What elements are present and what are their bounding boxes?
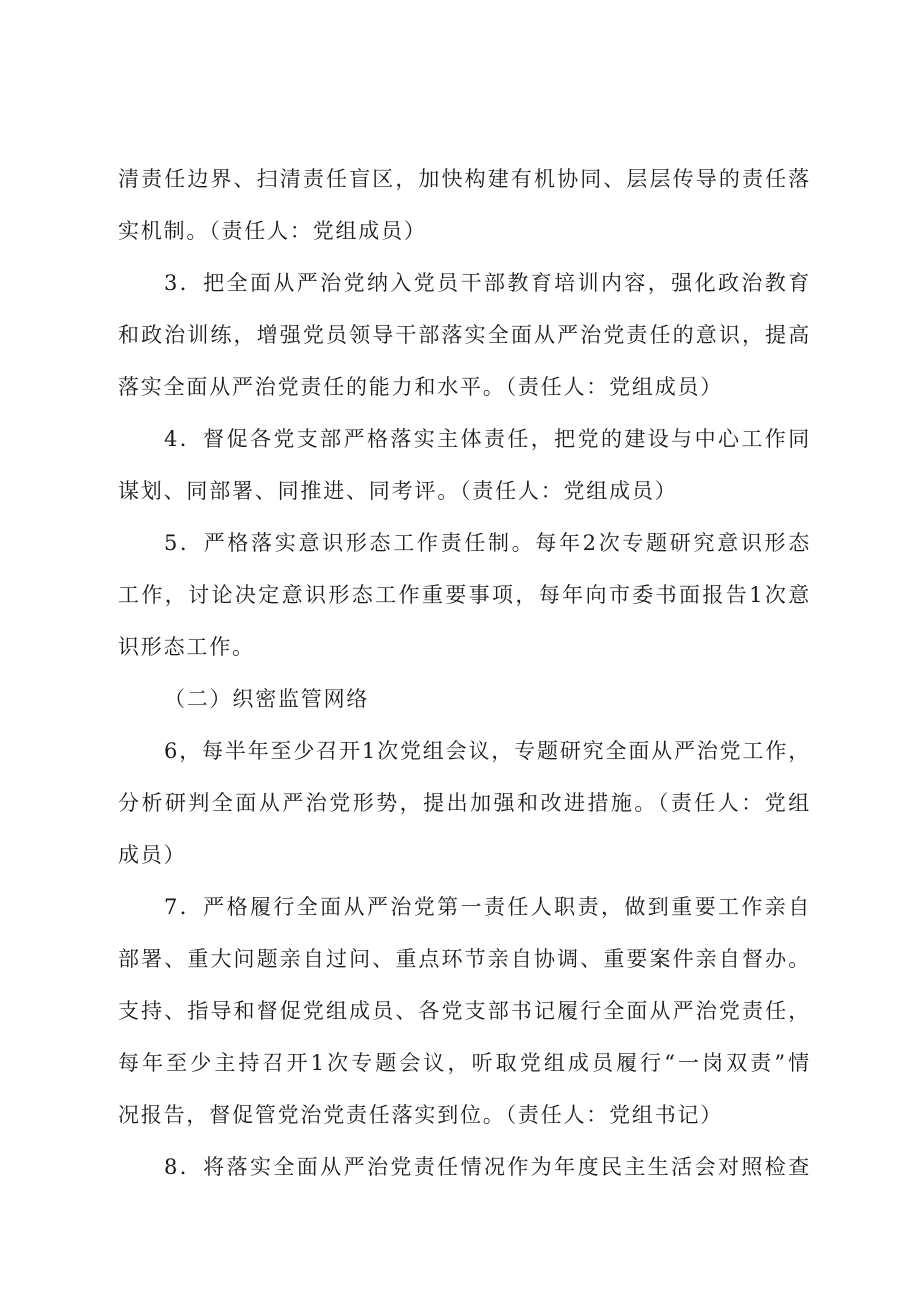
paragraph-line: 支持、指导和督促党组成员、各党支部书记履行全面从严治党责任，	[118, 999, 811, 1023]
paragraph-line: 成员）	[118, 843, 187, 867]
paragraph-line: 实机制。（责任人：党组成员）	[118, 219, 427, 243]
paragraph-line: 识形态工作。	[118, 635, 255, 659]
paragraph-line: 3．把全面从严治党纳入党员干部教育培训内容，强化政治教育	[164, 271, 811, 295]
paragraph-line: 4．督促各党支部严格落实主体责任，把党的建设与中心工作同	[164, 427, 811, 451]
paragraph-line: 工作，讨论决定意识形态工作重要事项，每年向市委书面报告1次意	[118, 583, 811, 607]
paragraph-line: 部署、重大问题亲自过问、重点环节亲自协调、重要案件亲自督办。	[118, 947, 811, 971]
paragraph-line: 落实全面从严治党责任的能力和水平。（责任人：党组成员）	[118, 375, 724, 399]
paragraph-line: 7．严格履行全面从严治党第一责任人职责，做到重要工作亲自	[164, 895, 811, 919]
paragraph-line: 8．将落实全面从严治党责任情况作为年度民主生活会对照检查	[164, 1155, 811, 1179]
paragraph-line: 6，每半年至少召开1次党组会议，专题研究全面从严治党工作，	[164, 739, 811, 763]
paragraph-line: 分析研判全面从严治党形势，提出加强和改进措施。（责任人：党组	[118, 791, 811, 815]
section-heading: （二）织密监管网络	[164, 687, 370, 711]
paragraph-line: 清责任边界、扫清责任盲区，加快构建有机协同、层层传导的责任落	[118, 167, 811, 191]
paragraph-line: 况报告，督促管党治党责任落实到位。（责任人：党组书记）	[118, 1103, 724, 1127]
paragraph-line: 5．严格落实意识形态工作责任制。每年2次专题研究意识形态	[164, 531, 811, 555]
paragraph-line: 每年至少主持召开1次专题会议，听取党组成员履行“一岗双责”情	[118, 1051, 811, 1075]
paragraph-line: 谋划、同部署、同推进、同考评。（责任人：党组成员）	[118, 479, 678, 503]
paragraph-line: 和政治训练，增强党员领导干部落实全面从严治党责任的意识，提高	[118, 323, 811, 347]
